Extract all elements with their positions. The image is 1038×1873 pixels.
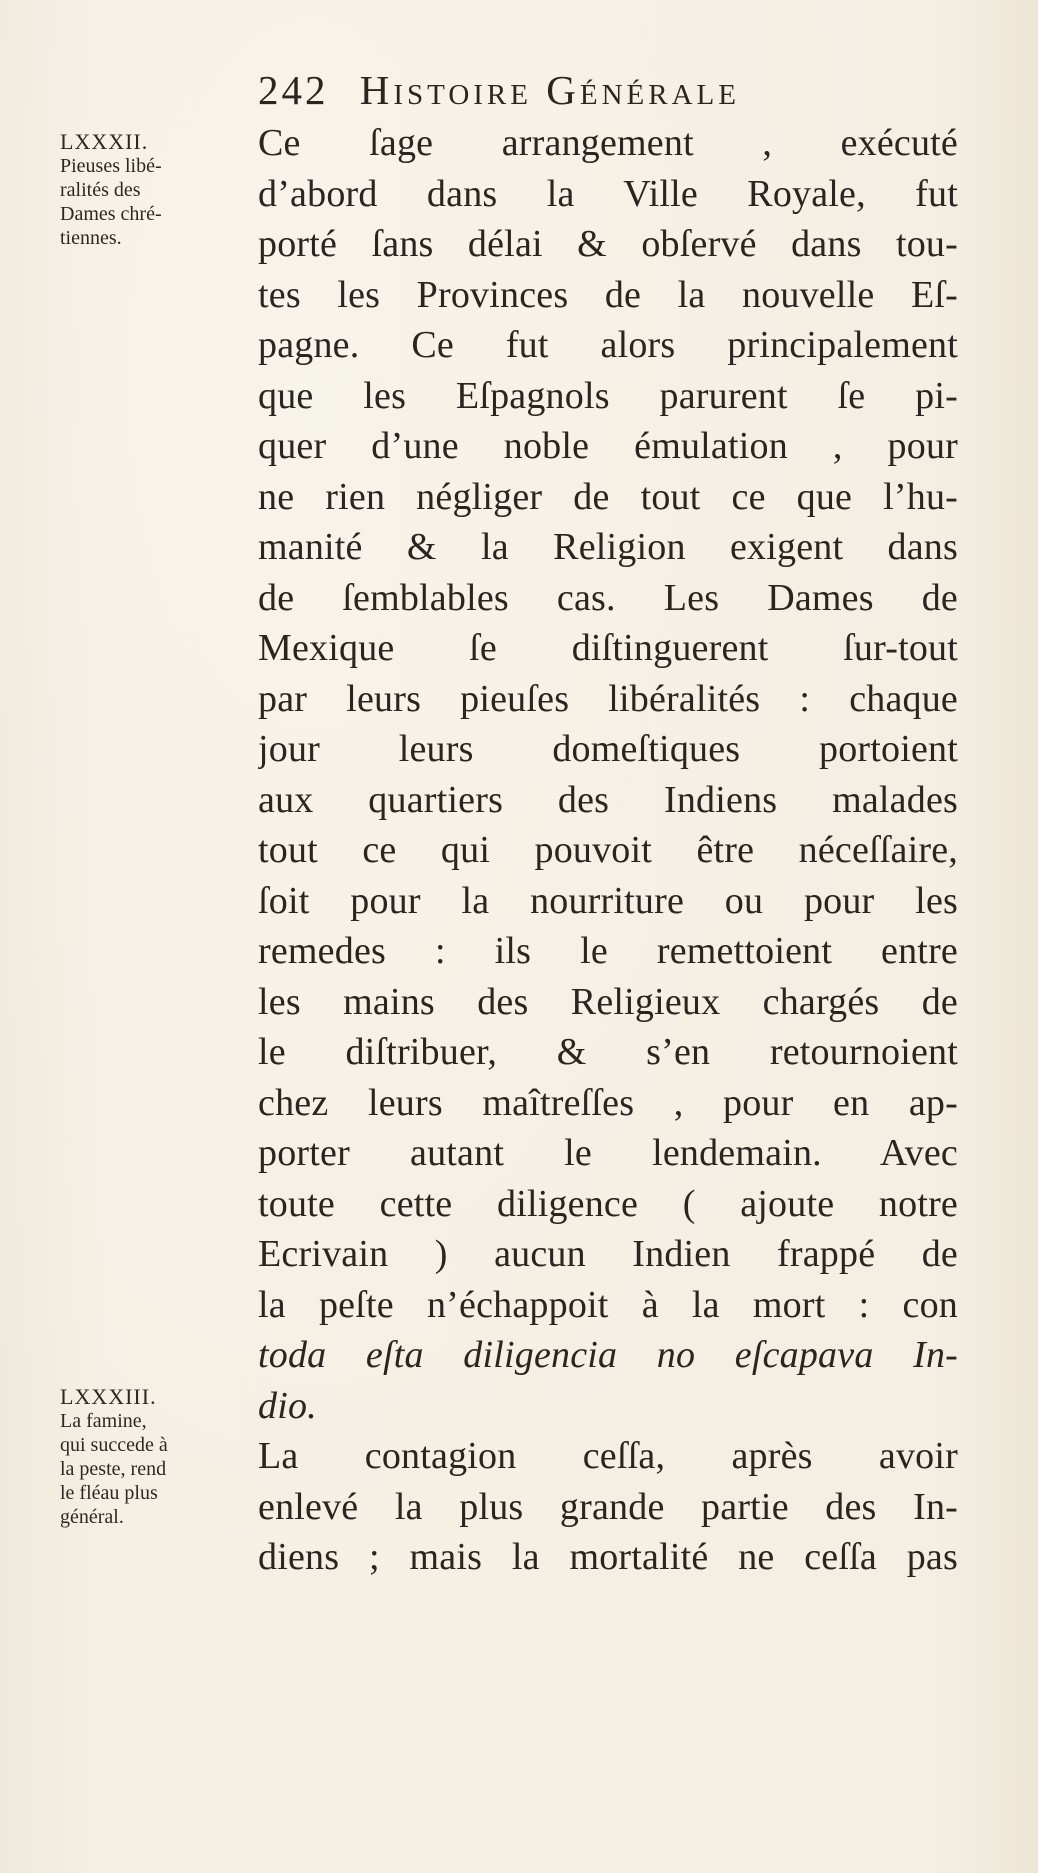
margin-note-line: général.: [60, 1506, 124, 1528]
margin-note-line: ralités des: [60, 179, 141, 201]
running-title: Histoire Générale: [359, 67, 740, 113]
text-line: manité & la Religion exigent dans: [258, 526, 958, 568]
text-line: ſoit pour la nourriture ou pour les: [258, 879, 958, 922]
text-line-italic: toda eſta diligencia no eſcapava In-: [258, 1334, 958, 1376]
text-line: toute cette diligence ( ajoute notre: [258, 1182, 958, 1225]
text-line: que les Eſpagnols parurent ſe pi-: [258, 374, 958, 417]
margin-note-lxxxiii: [60, 1385, 240, 1529]
margin-note-line: La famine,: [60, 1410, 147, 1432]
text-line: enlevé la plus grande partie des In-: [258, 1485, 958, 1528]
text-line: diens ; mais la mortalité ne ceſſa pas: [258, 1536, 958, 1578]
margin-note-line: le fléau plus: [60, 1482, 158, 1504]
text-line: Ecrivain ) aucun Indien frappé de: [258, 1233, 958, 1275]
margin-note-number: LXXXII.: [60, 129, 149, 154]
text-line: la peſte n’échappoit à la mort : con: [258, 1283, 958, 1326]
text-line: La contagion ceſſa, après avoir: [258, 1435, 958, 1477]
text-line: remedes : ils le remettoient entre: [258, 930, 958, 972]
text-line: tes les Provinces de la nouvelle Eſ-: [258, 273, 958, 316]
text-line: quer d’une noble émulation , pour: [258, 425, 958, 467]
body-text: [258, 118, 958, 1583]
text-line: les mains des Religieux chargés de: [258, 980, 958, 1023]
text-line: d’abord dans la Ville Royale, fut: [258, 172, 958, 215]
text-line: aux quartiers des Indiens malades: [258, 778, 958, 821]
margin-note-lxxxii: [60, 130, 240, 250]
text-line: pagne. Ce fut alors principalement: [258, 324, 958, 366]
text-line: jour leurs domeſtiques portoient: [258, 728, 958, 770]
margin-note-line: Dames chré-: [60, 203, 162, 225]
text-line: par leurs pieuſes libéralités : chaque: [258, 677, 958, 720]
margin-note-number: LXXXIII.: [60, 1384, 157, 1409]
text-line: tout ce qui pouvoit être néceſſaire,: [258, 829, 958, 871]
margin-note-line: la peste, rend: [60, 1458, 167, 1480]
page-number: 242: [258, 67, 329, 113]
text-line: porté ſans délai & obſervé dans tou-: [258, 223, 958, 265]
margin-note-line: Pieuses libé-: [60, 155, 162, 177]
text-line: ne rien négliger de tout ce que l’hu-: [258, 475, 958, 518]
text-line-italic: dio.: [258, 1384, 317, 1427]
text-line: Mexique ſe diſtinguerent ſur-tout: [258, 627, 958, 669]
margin-note-line: tiennes.: [60, 227, 122, 249]
margin-note-line: qui succede à: [60, 1434, 168, 1456]
text-line: chez leurs maîtreſſes , pour en ap-: [258, 1081, 958, 1124]
text-line: de ſemblables cas. Les Dames de: [258, 576, 958, 619]
page-header: [258, 66, 938, 114]
text-line: porter autant le lendemain. Avec: [258, 1132, 958, 1174]
text-line: Ce ſage arrangement , exécuté: [258, 122, 958, 164]
text-line: le diſtribuer, & s’en retournoient: [258, 1031, 958, 1073]
